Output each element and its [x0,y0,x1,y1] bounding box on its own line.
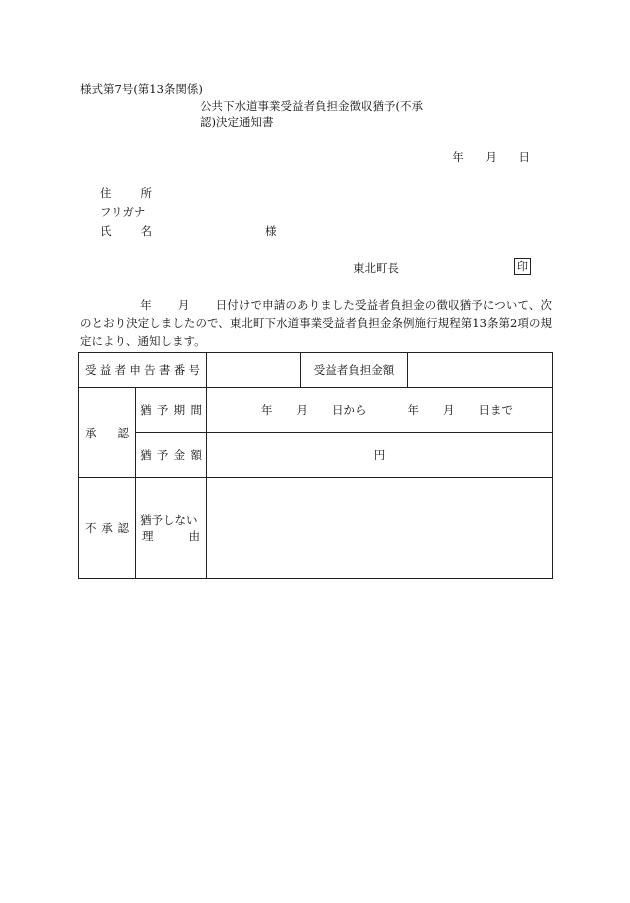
honorific: 様 [265,224,277,238]
deferral-amount-label: 猶 予 金 額 [136,433,207,478]
date-day: 日 [518,150,530,164]
yen-unit: 円 [373,448,386,462]
name-label: 氏 名 [100,224,152,238]
reason-label: 猶予しない 理 由 [136,478,207,579]
address-label: 住 所 [100,186,152,200]
body-text: 日付けで申請のありました受益者負担金の徴収猶予について、次のとおり決定しましたので、東北町下水道事業受益者負担金条例施行規程第13条第2項の規定により、通知します。 [80,298,553,348]
deferral-period-field[interactable]: 年 月 日から 年 月 日まで [207,388,553,433]
table-row [79,433,553,478]
disapproval-label: 不 承 認 [79,478,136,579]
document-title [200,98,460,130]
body-paragraph [80,296,552,350]
deferral-period-label: 猶 予 期 間 [136,388,207,433]
charge-amount-label: 受益者負担金額 [301,353,408,388]
table-row [79,353,553,388]
deferral-amount-field[interactable] [207,433,553,478]
body-year: 年 [140,298,152,312]
table-row [79,478,553,579]
form-number: 様式第7号(第13条関係) [80,82,203,96]
date-month: 月 [485,150,497,164]
title-line-2: 認)決定通知書 [200,115,274,129]
table-row [79,388,553,433]
body-month: 月 [177,298,190,312]
seal-mark: 印 [514,258,531,275]
furigana-label: フリガナ [100,205,146,219]
deferral-table [78,352,553,579]
title-line-1: 公共下水道事業受益者負担金徴収猶予(不承 [200,99,423,113]
approval-label: 承 認 [79,388,136,478]
report-number-label: 受 益 者 申 告 書 番 号 [79,353,207,388]
date-line [452,150,530,166]
issuer-mayor: 東北町長 [353,261,399,275]
date-year: 年 [452,150,464,164]
report-number-field[interactable] [207,353,301,388]
reason-field[interactable] [207,478,553,579]
charge-amount-field[interactable] [408,353,553,388]
